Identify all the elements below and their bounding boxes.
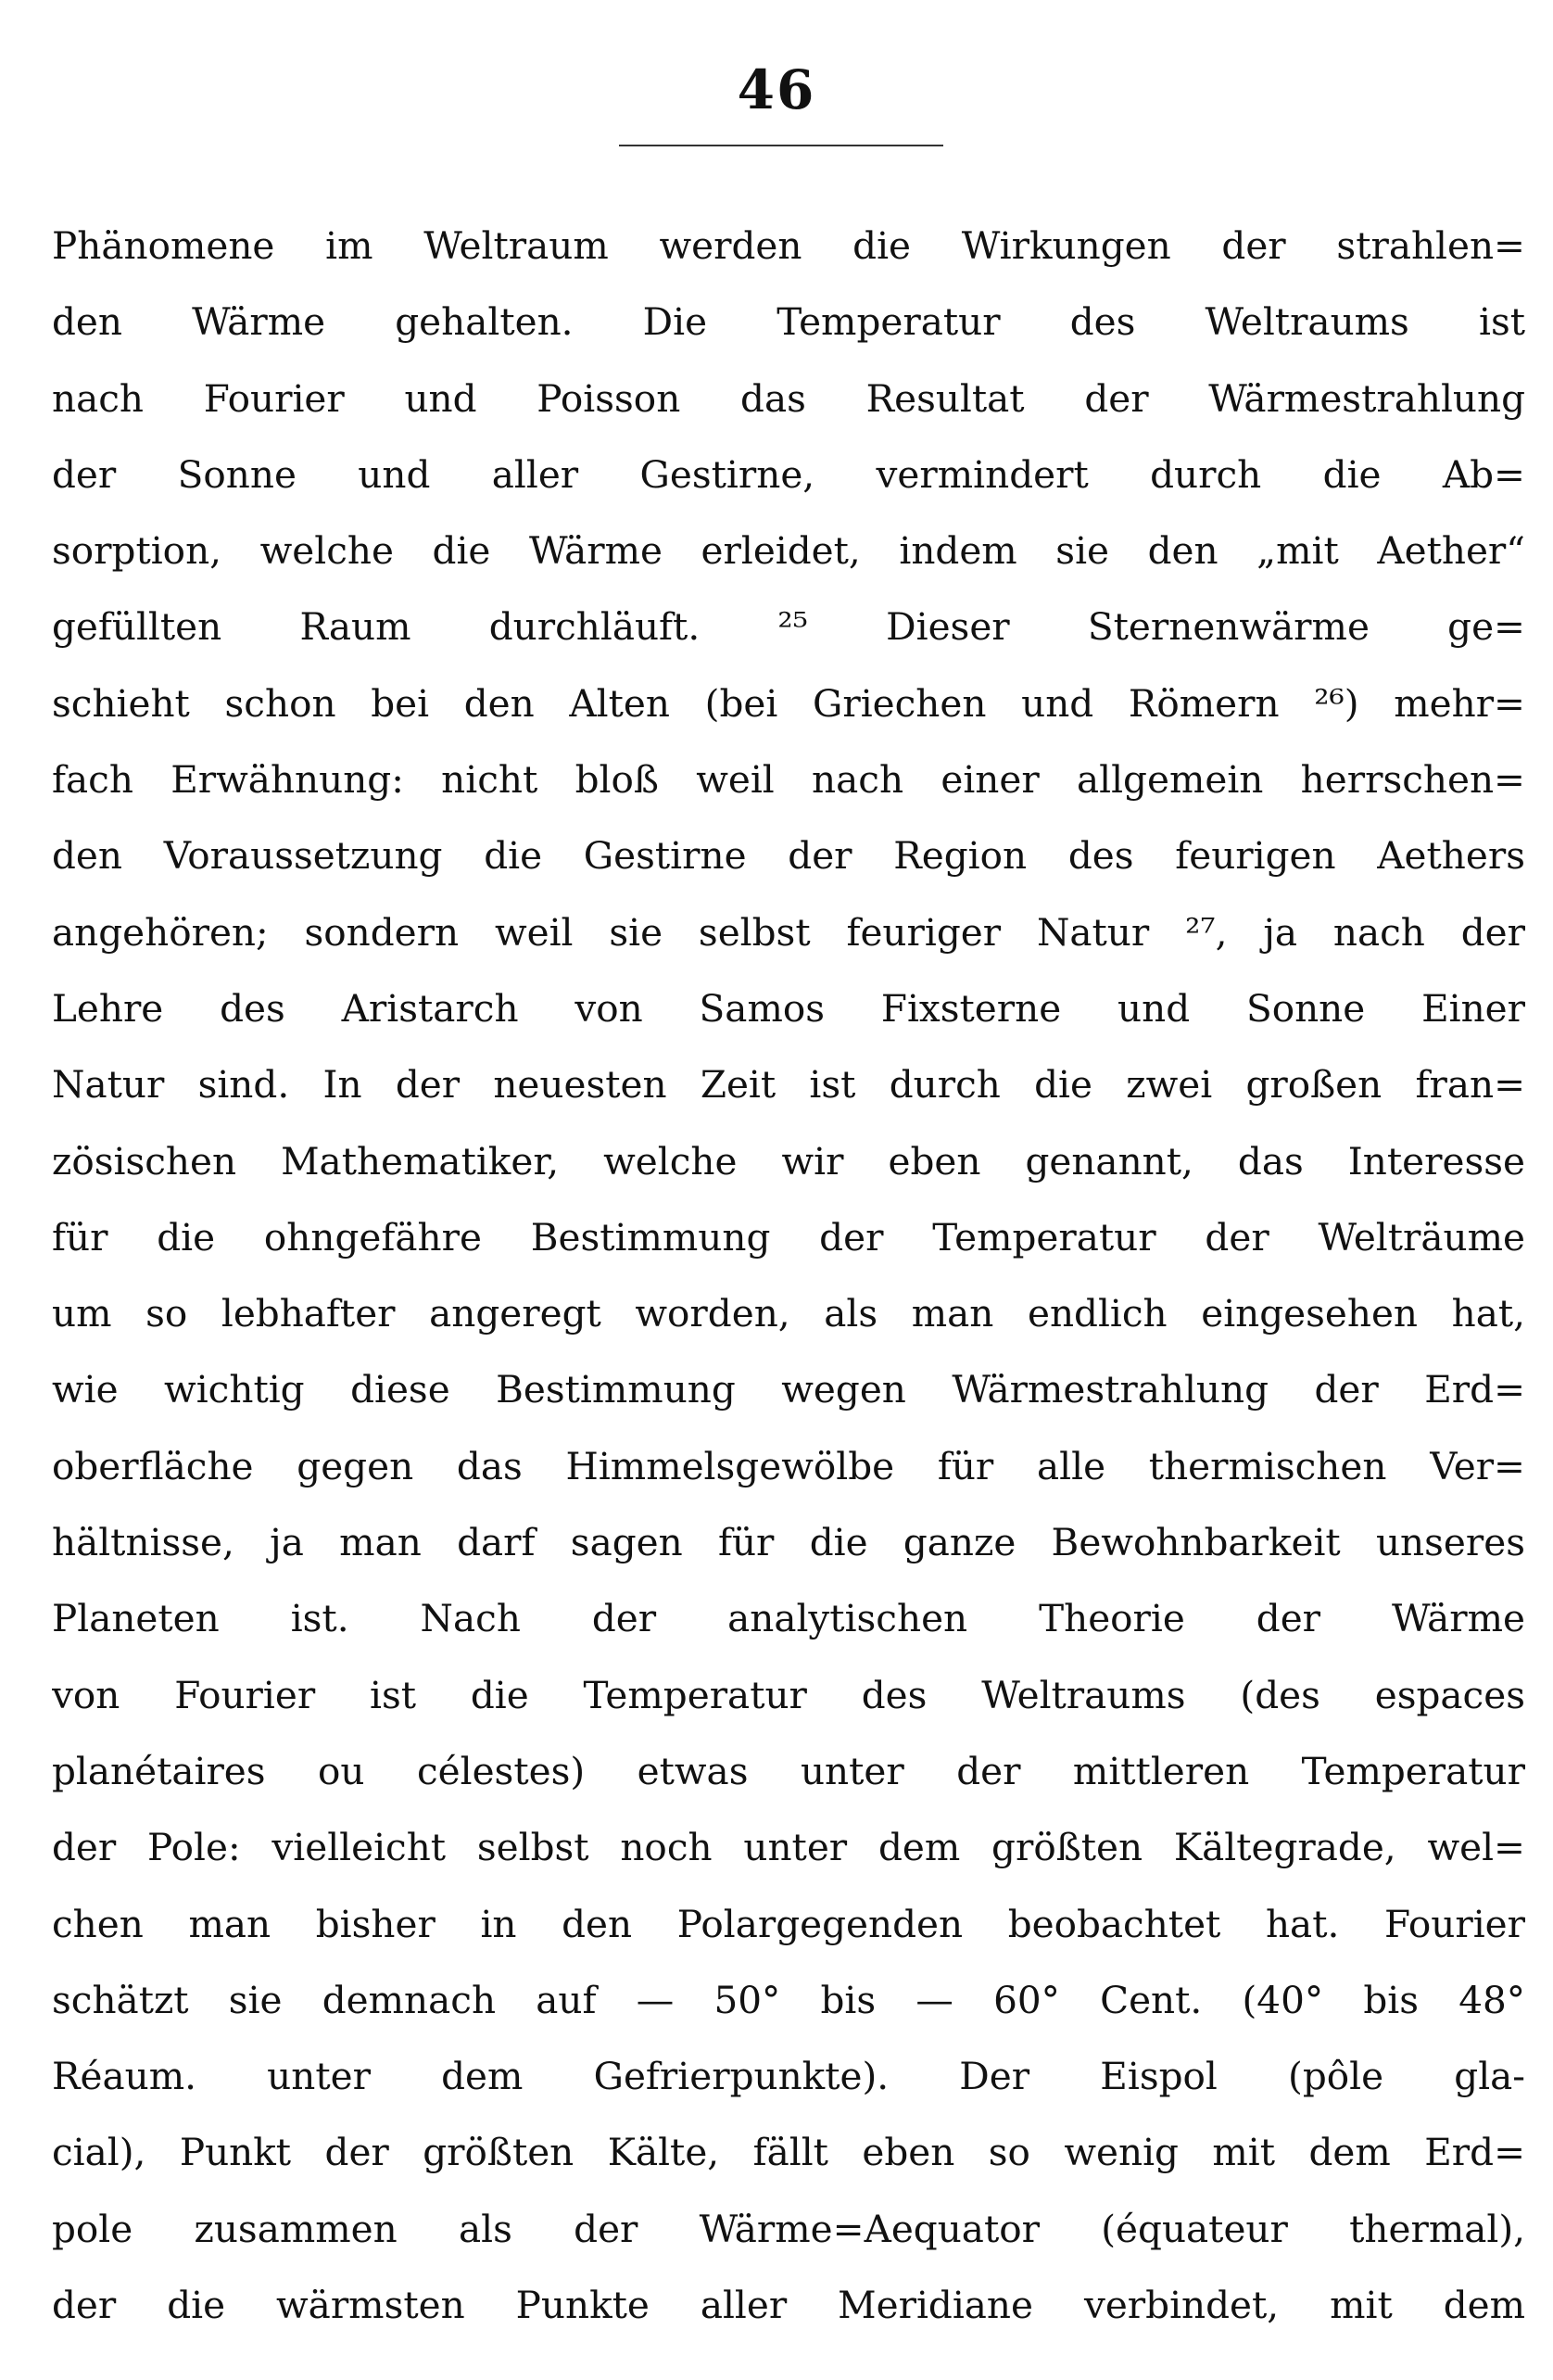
text-line: Natur sind. In der neuesten Zeit ist durch die zwei großen fran= bbox=[52, 1062, 1525, 1108]
page-number: 46 bbox=[737, 58, 816, 121]
text-line: schieht schon bei den Alten (bei Griechen und Römern ²⁶) mehr= bbox=[52, 680, 1525, 726]
text-line: gefüllten Raum durchläuft. ²⁵ Dieser Sternenwärme ge= bbox=[52, 604, 1525, 650]
text-line: pole zusammen als der Wärme=Aequator (équateur thermal), bbox=[52, 2206, 1525, 2251]
text-line: wie wichtig diese Bestimmung wegen Wärmestrahlung der Erd= bbox=[52, 1367, 1525, 1412]
text-line: den Wärme gehalten. Die Temperatur des Weltraums ist bbox=[52, 299, 1525, 345]
body-text bbox=[52, 208, 1525, 2343]
text-line: den Voraussetzung die Gestirne der Region des feurigen Aethers bbox=[52, 833, 1525, 879]
text-line: planétaires ou célestes) etwas unter der mittleren Temperatur bbox=[52, 1748, 1525, 1793]
text-line: Lehre des Aristarch von Samos Fixsterne und Sonne Einer bbox=[52, 985, 1525, 1031]
text-line: um so lebhafter angeregt worden, als man endlich eingesehen hat, bbox=[52, 1291, 1525, 1336]
text-line: für die ohngefähre Bestimmung der Temperatur der Welträume bbox=[52, 1214, 1525, 1260]
text-line: der Sonne und aller Gestirne, vermindert durch die Ab= bbox=[52, 451, 1525, 497]
header-rule bbox=[619, 145, 943, 146]
text-line: fach Erwähnung: nicht bloß weil nach einer allgemein herrschen= bbox=[52, 757, 1525, 803]
text-line: sorption, welche die Wärme erleidet, indem sie den „mit Aether“ bbox=[52, 528, 1525, 574]
text-line: Réaum. unter dem Gefrierpunkte). Der Eispol (pôle gla- bbox=[52, 2054, 1525, 2099]
text-line: Phänomene im Weltraum werden die Wirkungen der strahlen= bbox=[52, 223, 1525, 268]
text-line: cial), Punkt der größten Kälte, fällt eben so wenig mit dem Erd= bbox=[52, 2130, 1525, 2175]
text-line: von Fourier ist die Temperatur des Weltraums (des espaces bbox=[52, 1672, 1525, 1717]
text-line: angehören; sondern weil sie selbst feuriger Natur ²⁷, ja nach der bbox=[52, 909, 1525, 955]
text-line: hältnisse, ja man darf sagen für die ganze Bewohnbarkeit unseres bbox=[52, 1520, 1525, 1565]
text-line: der die wärmsten Punkte aller Meridiane verbindet, mit dem bbox=[52, 2283, 1525, 2328]
text-line: zösischen Mathematiker, welche wir eben genannt, das Interesse bbox=[52, 1138, 1525, 1184]
text-line: schätzt sie demnach auf — 50° bis — 60° Cent. (40° bis 48° bbox=[52, 1977, 1525, 2022]
text-line: chen man bisher in den Polargegenden beobachtet hat. Fourier bbox=[52, 1901, 1525, 1946]
text-line: nach Fourier und Poisson das Resultat der Wärmestrahlung bbox=[52, 375, 1525, 421]
text-line: Planeten ist. Nach der analytischen Theorie der Wärme bbox=[52, 1596, 1525, 1641]
text-line: oberfläche gegen das Himmelsgewölbe für alle thermischen Ver= bbox=[52, 1443, 1525, 1488]
text-line: der Pole: vielleicht selbst noch unter dem größten Kältegrade, wel= bbox=[52, 1825, 1525, 1870]
